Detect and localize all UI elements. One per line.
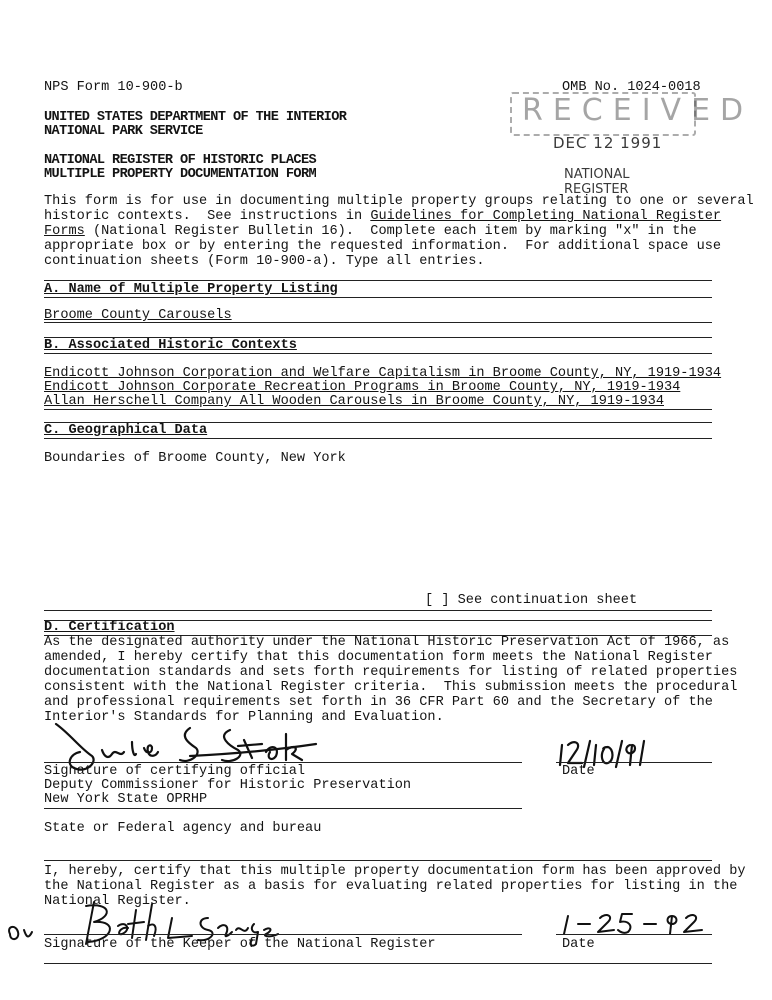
signature-line (44, 762, 522, 763)
form-title: MULTIPLE PROPERTY DOCUMENTATION FORM (44, 167, 317, 182)
guidelines-link[interactable]: Guidelines for Completing National Register (370, 209, 722, 224)
agency-label: State or Federal agency and bureau (44, 821, 322, 836)
signature-label: Signature of certifying official (44, 764, 306, 779)
geographical-data-value: Boundaries of Broome County, New York (44, 451, 346, 466)
keeper-line: National Register. (44, 894, 191, 909)
certification-line: As the designated authority under the National Historic Preservation Act of 1966, as (44, 635, 730, 650)
keeper-line: the National Register as a basis for evaluating related properties for listing in the (44, 879, 738, 894)
stamp-register: REGISTER (564, 182, 629, 197)
section-a-value-rule (44, 322, 712, 323)
form-number: NPS Form 10-900-b (44, 80, 183, 95)
instructions-paragraph (44, 194, 754, 269)
agency-name: New York State OPRHP (44, 792, 208, 807)
stamp-received-text: RECEIVED (522, 93, 754, 128)
omb-number: OMB No. 1024-0018 (562, 80, 701, 95)
section-a-bottom-rule (44, 297, 712, 298)
instructions-line-5: continuation sheets (Form 10-900-a). Type all entries. (44, 254, 485, 269)
certification-line: and professional requirements set forth in 36 CFR Part 60 and the Secretary of the (44, 695, 713, 710)
forms-link[interactable]: Forms (44, 224, 85, 239)
keeper-signature-label: Signature of the Keeper of the National Register (44, 937, 436, 952)
instructions-line-4: appropriate box or by entering the requested information. For additional space use (44, 239, 722, 254)
section-a-heading: A. Name of Multiple Property Listing (44, 282, 338, 297)
section-c-end-rule (44, 610, 712, 611)
section-b-heading: B. Associated Historic Contexts (44, 338, 297, 353)
stamp-national: NATIONAL (564, 167, 630, 182)
section-d-heading: D. Certification (44, 620, 175, 635)
historic-context-item: Endicott Johnson Corporation and Welfare Capitalism in Broome County, NY, 1919-1934 (44, 366, 722, 381)
section-b-list-rule (44, 409, 712, 410)
keeper-line: I, hereby, certify that this multiple property documentation form has been approved by (44, 864, 746, 879)
section-a-top-rule (44, 280, 712, 281)
register-title: NATIONAL REGISTER OF HISTORIC PLACES (44, 153, 317, 168)
agency-line (44, 808, 522, 809)
keeper-date-label: Date (562, 937, 595, 952)
certification-line: Interior's Standards for Planning and Evaluation. (44, 710, 444, 725)
historic-context-item: Allan Herschell Company All Wooden Carousels in Broome County, NY, 1919-1934 (44, 394, 664, 409)
official-title: Deputy Commissioner for Historic Preservation (44, 778, 412, 793)
page-end-rule (44, 963, 712, 964)
instructions-line-2: historic contexts. See instructions in (44, 209, 371, 224)
certification-line: documentation standards and sets forth requirements for listing of related properties (44, 665, 738, 680)
section-c-bottom-rule (44, 438, 712, 439)
certification-line: amended, I hereby certify that this documentation form meets the National Register (44, 650, 713, 665)
certification-line: consistent with the National Register criteria. This submission meets the procedural (44, 680, 738, 695)
section-b-bottom-rule (44, 353, 712, 354)
instructions-line-3: (National Register Bulletin 16). Complete each item by marking "x" in the (84, 224, 697, 239)
service-name: NATIONAL PARK SERVICE (44, 124, 203, 139)
section-c-heading: C. Geographical Data (44, 423, 208, 438)
keeper-signature-line (44, 934, 522, 935)
certification-paragraph (44, 635, 738, 725)
multiple-property-name: Broome County Carousels (44, 308, 232, 323)
date-line (556, 762, 712, 763)
continuation-sheet-checkbox[interactable]: [ ] See continuation sheet (425, 593, 638, 608)
instructions-line-1: This form is for use in documenting multiple property groups relating to one or several (44, 194, 754, 209)
historic-context-item: Endicott Johnson Corporate Recreation Programs in Broome County, NY, 1919-1934 (44, 380, 681, 395)
department-name: UNITED STATES DEPARTMENT OF THE INTERIOR (44, 110, 347, 125)
date-label: Date (562, 764, 595, 779)
keeper-top-rule (44, 860, 712, 861)
keeper-date-line (556, 934, 712, 935)
stamp-date: DEC 12 1991 (553, 134, 663, 152)
